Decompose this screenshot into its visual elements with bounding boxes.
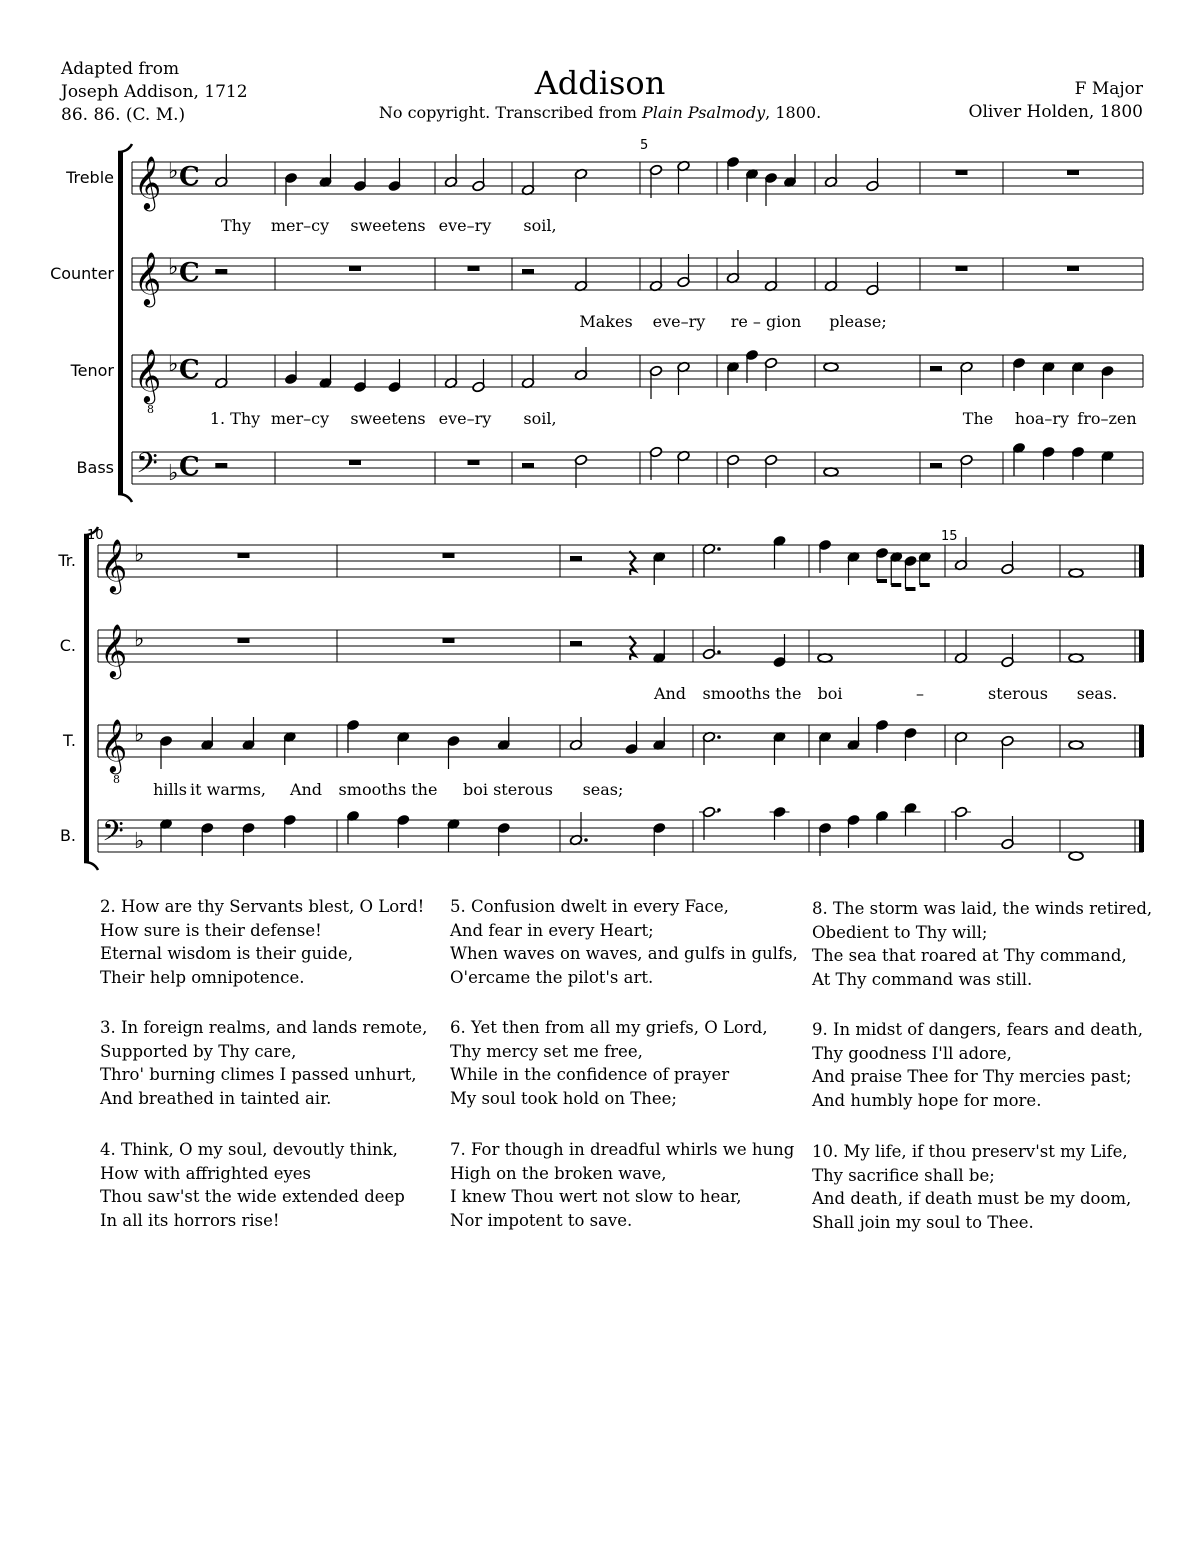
- adapted-from: Adapted from: [61, 59, 180, 79]
- half-rest-icon: [522, 463, 534, 468]
- verse-line: In all its horrors rise!: [100, 1210, 280, 1230]
- verse-line: 9. In midst of dangers, fears and death,: [812, 1020, 1143, 1039]
- common-time-icon: C: [179, 452, 200, 482]
- lyric-syllable: hoa–ry: [1014, 409, 1070, 428]
- verse-line: How with affrighted eyes: [100, 1163, 312, 1183]
- half-note-head: [1069, 569, 1083, 577]
- verse-line: Obedient to Thy will;: [812, 922, 988, 942]
- final-barline: [1139, 630, 1144, 662]
- final-barline: [1139, 820, 1144, 852]
- lyric-syllable: please;: [829, 312, 887, 331]
- lyric-syllable: Thy: [220, 216, 252, 235]
- whole-rest-icon: [956, 266, 968, 271]
- verse-stanza: [450, 1138, 794, 1232]
- bracket-top-hook: [118, 144, 132, 152]
- dot: [717, 808, 721, 812]
- verse-line: O'ercame the pilot's art.: [450, 967, 654, 987]
- flat-icon: ♭: [168, 159, 179, 184]
- lyric-syllable: smooths the: [702, 684, 802, 703]
- lyric-syllable: fro–zen: [1077, 409, 1137, 428]
- final-barline: [1139, 545, 1144, 577]
- whole-rest-icon: [468, 460, 480, 465]
- verse-line: The sea that roared at Thy command,: [812, 946, 1127, 965]
- verse-line: At Thy command was still.: [812, 969, 1033, 989]
- lyric-syllable: boi sterous: [463, 780, 553, 799]
- verse-line: 7. For though in dreadful whirls we hung: [450, 1140, 795, 1159]
- half-rest-icon: [930, 366, 942, 371]
- lyric-syllable: soil,: [523, 216, 557, 235]
- lyric-syllable: seas;: [582, 780, 624, 799]
- verse-line: I knew Thou wert not slow to hear,: [450, 1187, 742, 1206]
- verse-line: And praise Thee for Thy mercies past;: [812, 1067, 1132, 1086]
- dot: [717, 547, 721, 551]
- staff-label: Bass: [76, 458, 114, 477]
- whole-rest-icon: [238, 638, 250, 643]
- staff-label: B.: [59, 826, 76, 845]
- verse-line: 3. In foreign realms, and lands remote,: [100, 1018, 428, 1037]
- dot: [584, 838, 588, 842]
- whole-rest-icon: [443, 638, 455, 643]
- common-time-icon: C: [179, 258, 200, 288]
- meter: 86. 86. (C. M.): [61, 105, 186, 125]
- whole-rest-icon: [443, 553, 455, 558]
- verse-line: When waves on waves, and gulfs in gulfs,: [450, 944, 798, 963]
- half-rest-icon: [215, 269, 227, 274]
- verse-line: And fear in every Heart;: [450, 920, 654, 940]
- lyric-syllable: 1. Thy: [209, 409, 261, 428]
- whole-rest-icon: [349, 266, 361, 271]
- lyric-syllable: boi: [817, 684, 843, 703]
- verse-stanza: [450, 1016, 768, 1110]
- half-note-head: [1069, 741, 1083, 749]
- staff-label: Tenor: [70, 361, 114, 380]
- whole-rest-icon: [1067, 170, 1079, 175]
- quarter-rest-icon: [630, 636, 636, 660]
- verse-line: 6. Yet then from all my griefs, O Lord,: [450, 1018, 768, 1037]
- bracket-bottom-hook: [84, 862, 98, 870]
- verse-line: How sure is their defense!: [100, 920, 322, 940]
- system-bracket: [84, 535, 89, 862]
- verse-line: Thro' burning climes I passed unhurt,: [100, 1065, 417, 1084]
- lyric-syllable: –: [916, 684, 924, 703]
- verse-line: 4. Think, O my soul, devoutly think,: [100, 1140, 398, 1159]
- bass-clef-icon: 𝄢: [136, 447, 158, 487]
- verse-line: 8. The storm was laid, the winds retired,: [812, 899, 1153, 918]
- verse-line: Thy goodness I'll adore,: [812, 1043, 1012, 1063]
- page-title: Addison: [534, 64, 666, 102]
- composer: Oliver Holden, 1800: [968, 102, 1143, 122]
- treble-clef-icon: 𝄞: [134, 155, 162, 209]
- lyric-syllable: sweetens: [350, 216, 426, 235]
- flat-icon: ♭: [134, 542, 145, 567]
- whole-rest-icon: [956, 170, 968, 175]
- verse-line: High on the broken wave,: [450, 1163, 667, 1183]
- common-time-icon: C: [179, 355, 200, 385]
- dot: [717, 650, 721, 654]
- half-note-head: [1069, 852, 1083, 860]
- final-barline: [1139, 725, 1144, 757]
- verse-line: Nor impotent to save.: [450, 1210, 633, 1230]
- lyric-syllable: re – gion: [730, 312, 802, 331]
- verse-line: Their help omnipotence.: [100, 967, 305, 987]
- measure-number: 10: [87, 528, 104, 543]
- quarter-rest-icon: [630, 551, 636, 575]
- lyric-syllable: it warms,: [190, 780, 266, 799]
- verse-line: Thou saw'st the wide extended deep: [100, 1187, 405, 1206]
- subtitle-year: , 1800.: [765, 103, 822, 122]
- lyric-syllable: sterous: [988, 684, 1048, 703]
- half-rest-icon: [930, 463, 942, 468]
- verse-line: Supported by Thy care,: [100, 1041, 297, 1061]
- lyric-syllable: The: [962, 409, 994, 428]
- octave-8-mark: 8: [113, 773, 120, 786]
- lyric-syllable: And: [289, 780, 323, 799]
- octave-8-mark: 8: [147, 403, 154, 416]
- verse-line: And humbly hope for more.: [812, 1090, 1042, 1110]
- verse-line: While in the confidence of prayer: [450, 1065, 730, 1084]
- lyric-syllable: mer–cy: [270, 216, 330, 235]
- flat-icon: ♭: [168, 461, 179, 486]
- verse-line: 5. Confusion dwelt in every Face,: [450, 897, 729, 916]
- half-note-head: [818, 654, 832, 662]
- flat-icon: ♭: [134, 722, 145, 747]
- verse-line: And breathed in tainted air.: [100, 1088, 332, 1108]
- lyric-syllable: mer–cy: [270, 409, 330, 428]
- half-rest-icon: [570, 556, 582, 561]
- verse-line: And death, if death must be my doom,: [812, 1189, 1132, 1208]
- verse-line: Thy mercy set me free,: [450, 1041, 643, 1061]
- treble-clef-icon: 𝄞: [134, 251, 162, 305]
- treble-clef-icon: 𝄞: [100, 623, 128, 677]
- half-note-head: [1069, 654, 1083, 662]
- lyric-syllable: eve–ry: [438, 216, 492, 235]
- verse-line: Shall join my soul to Thee.: [812, 1212, 1034, 1232]
- treble-clef-icon: 𝄞: [134, 348, 162, 402]
- verse-stanza: [812, 1140, 1131, 1234]
- lyric-syllable: eve–ry: [438, 409, 492, 428]
- staff-label: C.: [59, 636, 76, 655]
- lyric-syllable: soil,: [523, 409, 557, 428]
- treble-clef-icon: 𝄞: [100, 538, 128, 592]
- verse-stanza: [100, 1138, 405, 1232]
- lyric-syllable: And: [653, 684, 687, 703]
- staff-label: Treble: [66, 168, 114, 187]
- whole-rest-icon: [349, 460, 361, 465]
- staff-label: Counter: [50, 264, 114, 283]
- whole-rest-icon: [468, 266, 480, 271]
- measure-number: 15: [941, 529, 958, 544]
- verse-line: 10. My life, if thou preserv'st my Life,: [812, 1142, 1128, 1161]
- lyric-syllable: sweetens: [350, 409, 426, 428]
- flat-icon: ♭: [134, 829, 145, 854]
- half-note-head: [824, 468, 838, 476]
- whole-rest-icon: [238, 553, 250, 558]
- verse-line: Thy sacrifice shall be;: [812, 1165, 995, 1185]
- lyric-syllable: hills: [153, 780, 187, 799]
- verse-line: 2. How are thy Servants blest, O Lord!: [100, 897, 425, 916]
- staff-label: T.: [63, 731, 76, 750]
- whole-rest-icon: [1067, 266, 1079, 271]
- half-rest-icon: [215, 463, 227, 468]
- dot: [717, 735, 721, 739]
- subtitle-text: No copyright. Transcribed from: [378, 103, 642, 122]
- treble-clef-icon: 𝄞: [100, 718, 128, 772]
- lyric-syllable: Makes: [579, 312, 633, 331]
- key-signature-label: F Major: [1074, 79, 1143, 99]
- verse-line: My soul took hold on Thee;: [450, 1088, 677, 1108]
- verse-stanza: [812, 1018, 1143, 1112]
- verse-stanza: [812, 897, 1152, 991]
- system-bracket: [118, 152, 123, 494]
- measure-number: 5: [640, 138, 649, 153]
- common-time-icon: C: [179, 162, 200, 192]
- lyricist: Joseph Addison, 1712: [61, 82, 248, 102]
- lyric-syllable: eve–ry: [652, 312, 706, 331]
- source-title: Plain Psalmody: [641, 103, 766, 122]
- flat-icon: ♭: [134, 627, 145, 652]
- bass-clef-icon: 𝄢: [102, 815, 124, 855]
- verse-stanza: [100, 1016, 427, 1110]
- half-rest-icon: [570, 641, 582, 646]
- lyric-syllable: seas.: [1076, 684, 1118, 703]
- flat-icon: ♭: [168, 352, 179, 377]
- verse-line: Eternal wisdom is their guide,: [100, 944, 354, 963]
- verse-stanza: [100, 895, 424, 989]
- lyric-syllable: smooths the: [338, 780, 438, 799]
- half-note-head: [824, 363, 838, 371]
- half-rest-icon: [522, 269, 534, 274]
- verse-stanza: [450, 895, 798, 989]
- staff-label: Tr.: [58, 551, 76, 570]
- flat-icon: ♭: [168, 255, 179, 280]
- bracket-bottom-hook: [118, 494, 132, 502]
